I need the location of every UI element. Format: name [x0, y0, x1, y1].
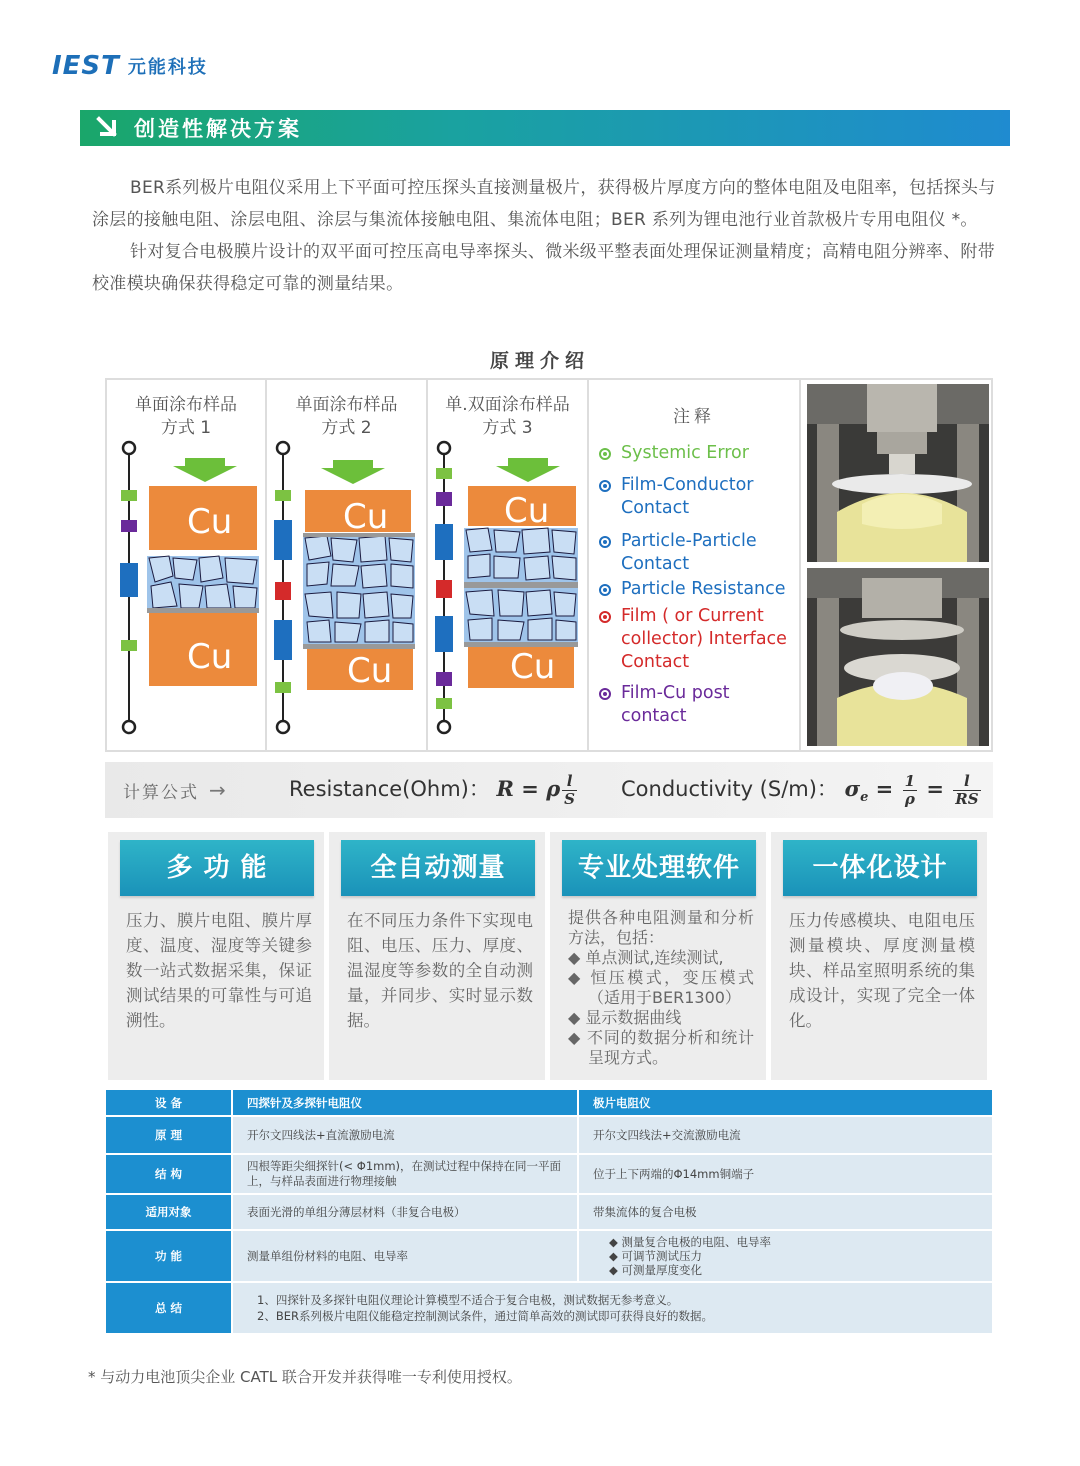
row-label: 结 构: [106, 1154, 232, 1194]
device-photos: [807, 384, 989, 746]
feature-card-auto-measure: [329, 832, 545, 1080]
summary-line: 2、BER系列极片电阻仪能稳定控制测试条件，通过简单高效的测试即可获得良好的数据。: [257, 1309, 713, 1323]
conductivity-formula: [621, 773, 983, 808]
purple-dot-icon: [599, 688, 611, 700]
note-systemic-error: [599, 442, 749, 465]
principle-panel: [105, 378, 993, 752]
method-1-diagram: [107, 380, 265, 750]
notes-title: 注释: [673, 407, 715, 427]
bullet-item: ◆ 显示数据曲线: [568, 1008, 682, 1027]
table-row: [106, 1282, 992, 1334]
cu-label: Cu: [187, 502, 233, 542]
section-title: 创造性解决方案: [134, 117, 302, 141]
method-column-1: [107, 380, 267, 750]
feature-intro: 提供各种电阻测量和分析方法，包括：: [568, 908, 754, 947]
table-row: [106, 1230, 992, 1282]
cu-label: Cu: [347, 651, 393, 691]
note-particle-particle: [599, 530, 789, 576]
feature-title: 多 功 能: [120, 840, 314, 896]
table-cell: 开尔文四线法+直流激励电流: [232, 1116, 578, 1154]
method-name: 单面涂布样品: [295, 395, 398, 415]
method-column-3: [428, 380, 589, 750]
table-cell: [232, 1282, 992, 1334]
bullet-item: ◆ 单点测试,连续测试,: [568, 948, 724, 967]
note-particle-resistance: [599, 578, 799, 601]
note-text: Film ( or Current collector) Interface Contact: [621, 606, 787, 672]
conductivity-label: Conductivity (S/m)：: [621, 776, 838, 801]
list-item: ◆ 测量复合电极的电阻、电导率: [609, 1235, 771, 1249]
list-item: ◆ 可测量厚度变化: [609, 1263, 702, 1277]
note-film-interface: [599, 605, 799, 674]
method-number: 方式 2: [321, 418, 372, 438]
feature-title: 全自动测量: [341, 840, 535, 896]
principle-title: 原理介绍: [489, 350, 590, 372]
table-cell: 四根等距尖细探针(< Φ1mm)，在测试过程中保持在同一平面上，与样品表面进行物理接触: [232, 1154, 578, 1194]
note-text: Systemic Error: [621, 443, 749, 463]
feature-body: [568, 908, 754, 1068]
feature-title: 一体化设计: [783, 840, 977, 896]
logo-mark: IEST: [52, 51, 120, 81]
method-name: 单面涂布样品: [135, 395, 237, 415]
row-label: 适用对象: [106, 1194, 232, 1230]
method-number: 方式 3: [482, 418, 533, 438]
bullet-item: ◆ 不同的数据分析和统计呈现方式。: [568, 1028, 754, 1067]
footnote: * 与动力电池顶尖企业 CATL 联合开发并获得唯一专利使用授权。: [88, 1368, 522, 1386]
table-cell: [578, 1230, 992, 1282]
blue-dot-icon: [599, 480, 611, 492]
intro-paragraph-2: 针对复合电极膜片设计的双平面可控压高电导率探头、微米级平整表面处理保证测量精度；高精电阻分辨率、附带校准模块确保获得稳定可靠的测量结果。: [92, 242, 995, 294]
feature-body: 在不同压力条件下实现电阻、电压、压力、厚度、温湿度等参数的全自动测量，并同步、实时显示数据。: [347, 911, 533, 1030]
note-text: Particle Resistance: [621, 579, 786, 599]
note-text: Film-Conductor Contact: [621, 475, 754, 518]
green-dot-icon: [599, 448, 611, 460]
resistance-formula: [289, 773, 579, 808]
feature-card-software: [550, 832, 766, 1080]
row-label: 总 结: [106, 1282, 232, 1334]
feature-title: 专业处理软件: [562, 840, 756, 896]
table-row: [106, 1154, 992, 1194]
method-3-diagram: [428, 380, 587, 750]
feature-body: 压力、膜片电阻、膜片厚度、温度、湿度等关键参数一站式数据采集，保证测试结果的可靠性与可追溯性。: [126, 911, 312, 1030]
method-number: 方式 1: [160, 418, 212, 438]
notes-column: [589, 380, 801, 750]
resistance-label: Resistance(Ohm)：: [289, 776, 490, 801]
device-photo-bottom: [807, 568, 989, 746]
blue-dot-icon: [599, 536, 611, 548]
blue-dot-icon: [599, 584, 611, 596]
feature-card-multifunction: [108, 832, 324, 1080]
bullet-item: ◆ 恒压模式，变压模式（适用于BER1300）: [568, 968, 754, 1007]
intro-text: [92, 172, 1012, 300]
note-film-conductor: [599, 474, 789, 520]
cu-label: Cu: [504, 491, 550, 531]
row-label: 功 能: [106, 1230, 232, 1282]
table-cell: 带集流体的复合电极: [578, 1194, 992, 1230]
resistance-equation: R = ρ $\frac{l}{S}$: [496, 771, 576, 808]
table-cell: 表面光滑的单组分薄层材料（非复合电极）: [232, 1194, 578, 1230]
red-dot-icon: [599, 611, 611, 623]
company-logo: [52, 52, 208, 80]
note-text: Film-Cu post contact: [621, 683, 730, 726]
comparison-table: [106, 1090, 992, 1335]
section-header-bar: [80, 110, 1010, 146]
logo-chinese-name: 元能科技: [127, 57, 208, 78]
note-film-cu-post: [599, 682, 789, 728]
cu-label: Cu: [510, 647, 556, 687]
table-header-cell: 四探针及多探针电阻仪: [232, 1090, 578, 1116]
table-header-cell: 极片电阻仪: [578, 1090, 992, 1116]
table-cell: 测量单组份材料的电阻、电导率: [232, 1230, 578, 1282]
table-cell: 开尔文四线法+交流激励电流: [578, 1116, 992, 1154]
arrow-down-right-icon: [94, 114, 122, 142]
table-cell: 位于上下两端的Φ14mm铜端子: [578, 1154, 992, 1194]
table-row: [106, 1194, 992, 1230]
intro-paragraph-1: BER系列极片电阻仪采用上下平面可控压探头直接测量极片，获得极片厚度方向的整体电阻及电阻率，包括探头与涂层的接触电阻、涂层电阻、涂层与集流体接触电阻、集流体电阻；BER 系列为锂电池行业首款极片专用电阻仪 *。: [92, 178, 996, 230]
table-header-row: [106, 1090, 992, 1116]
row-label: 原 理: [106, 1116, 232, 1154]
cu-label: Cu: [187, 637, 233, 677]
arrow-right-icon: →: [209, 778, 226, 802]
method-2-diagram: [267, 380, 426, 750]
method-column-2: [267, 380, 428, 750]
cu-label: Cu: [343, 497, 389, 537]
formula-bar: [105, 762, 993, 818]
table-row: [106, 1116, 992, 1154]
device-photo-top: [807, 384, 989, 562]
feature-card-integrated: [771, 832, 987, 1080]
conductivity-equation: $\sigma_e$ = $\frac{1}{\rho}$ = $\frac{l}{RS}$: [844, 771, 979, 808]
method-name: 单.双面涂布样品: [445, 395, 570, 415]
list-item: ◆ 可调节测试压力: [609, 1249, 702, 1263]
formula-label: 计算公式: [123, 782, 199, 803]
note-text: Particle-Particle Contact: [621, 531, 757, 574]
summary-line: 1、四探针及多探针电阻仪理论计算模型不适合于复合电极，测试数据无参考意义。: [257, 1293, 679, 1307]
table-header-cell: 设 备: [106, 1090, 232, 1116]
feature-body: 压力传感模块、电阻电压测量模块、厚度测量模块、样品室照明系统的集成设计，实现了完全一体化。: [789, 911, 975, 1030]
